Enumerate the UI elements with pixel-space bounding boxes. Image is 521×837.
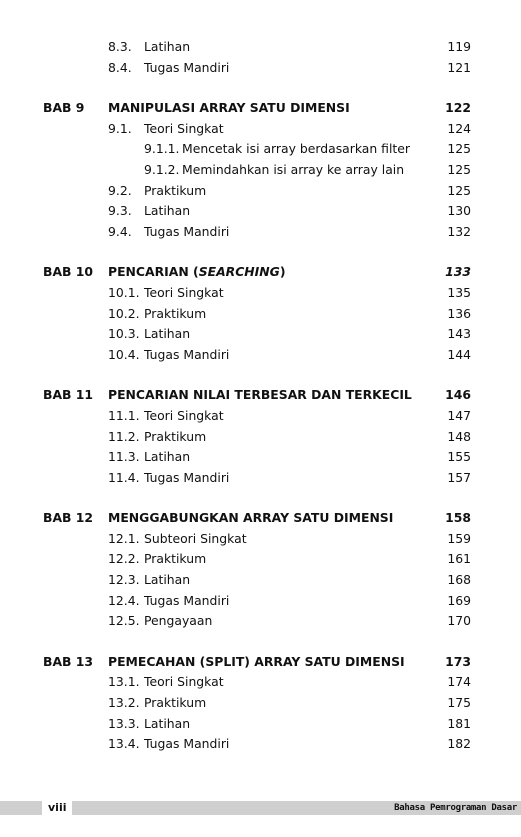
toc-entry-10-3: [0, 324, 521, 345]
toc-chapter-10: [0, 262, 521, 283]
toc-chapter-13: [0, 652, 521, 673]
page-number: 144: [447, 346, 471, 362]
footer-book-title: Bahasa Pemrograman Dasar: [394, 803, 517, 813]
chapter-label: BAB 10: [43, 264, 94, 280]
chapter-title-italic: SEARCHING: [198, 264, 280, 280]
chapter-gap: [0, 632, 521, 652]
page-number: 146: [445, 387, 471, 403]
section-title: Latihan: [144, 326, 191, 342]
page-number: 125: [447, 161, 471, 177]
section-title: Teori Singkat: [144, 284, 224, 300]
section-number: 10.2.: [108, 305, 140, 321]
section-title: Tugas Mandiri: [144, 223, 230, 239]
chapter-label: BAB 9: [43, 100, 85, 116]
toc-entry-10-2: [0, 304, 521, 325]
page-number: 132: [447, 223, 471, 239]
section-title: Teori Singkat: [144, 674, 224, 690]
section-number: 8.4.: [108, 59, 132, 75]
toc-entry-12-4: [0, 591, 521, 612]
chapter-label: BAB 12: [43, 510, 94, 526]
page-number: 121: [447, 59, 471, 75]
section-title: Memindahkan isi array ke array lain: [182, 161, 405, 177]
page-number: 148: [447, 428, 471, 444]
toc-entry-13-4: [0, 734, 521, 755]
toc-entry-12-2: [0, 549, 521, 570]
section-number: 9.2.: [108, 182, 132, 198]
section-number: 10.1.: [108, 284, 140, 300]
section-title: Latihan: [144, 572, 191, 588]
page-footer: [0, 801, 521, 815]
section-title: Subteori Singkat: [144, 530, 247, 546]
page-number: 174: [447, 674, 471, 690]
section-number: 13.1.: [108, 674, 140, 690]
toc-entry-10-1: [0, 283, 521, 304]
section-title: Tugas Mandiri: [144, 469, 230, 485]
section-title: Latihan: [144, 449, 191, 465]
page-number: 175: [447, 695, 471, 711]
section-title: Praktikum: [144, 182, 207, 198]
toc-entry-9-4: [0, 222, 521, 243]
table-of-contents: [0, 37, 521, 755]
page-number: 130: [447, 203, 471, 219]
footer-bar-left: [0, 801, 42, 815]
page-number: 173: [445, 653, 471, 669]
section-title: Pengayaan: [144, 613, 213, 629]
chapter-title: MENGGABUNGKAN ARRAY SATU DIMENSI: [108, 510, 394, 526]
page-number: 136: [447, 305, 471, 321]
toc-entry-13-2: [0, 693, 521, 714]
chapter-title-suffix: ): [279, 264, 286, 280]
toc-entry-10-4: [0, 345, 521, 366]
section-title: Praktikum: [144, 695, 207, 711]
section-title: Praktikum: [144, 428, 207, 444]
section-number: 11.2.: [108, 428, 140, 444]
footer-page-number: viii: [48, 801, 67, 814]
toc-chapter-11: [0, 385, 521, 406]
toc-entry-9-1-1: [0, 139, 521, 160]
page-number: 158: [445, 510, 471, 526]
section-number: 10.4.: [108, 346, 140, 362]
section-title: Teori Singkat: [144, 120, 224, 136]
section-number: 10.3.: [108, 326, 140, 342]
toc-chapter-12: [0, 508, 521, 529]
page-number: 125: [447, 182, 471, 198]
page-number: 133: [445, 264, 471, 280]
section-title: Praktikum: [144, 551, 207, 567]
page-number: 125: [447, 141, 471, 157]
page-number: 181: [447, 715, 471, 731]
section-title: Latihan: [144, 39, 191, 54]
section-number: 12.2.: [108, 551, 140, 567]
toc-entry-8-4: [0, 58, 521, 79]
chapter-label: BAB 13: [43, 653, 94, 669]
toc-entry-11-2: [0, 427, 521, 448]
toc-entry-12-1: [0, 529, 521, 550]
chapter-label: BAB 11: [43, 387, 94, 403]
toc-chapter-9: [0, 98, 521, 119]
section-title: Praktikum: [144, 305, 207, 321]
chapter-gap: [0, 365, 521, 385]
toc-entry-11-4: [0, 468, 521, 489]
toc-entry-9-3: [0, 201, 521, 222]
section-title: Tugas Mandiri: [144, 592, 230, 608]
toc-entry-9-1-2: [0, 160, 521, 181]
chapter-gap: [0, 488, 521, 508]
page-number: 168: [447, 572, 471, 588]
section-title: Tugas Mandiri: [144, 346, 230, 362]
toc-entry-13-1: [0, 672, 521, 693]
section-number: 11.3.: [108, 449, 140, 465]
section-number: 12.3.: [108, 572, 140, 588]
page-number: 157: [447, 469, 471, 485]
section-number: 11.4.: [108, 469, 140, 485]
section-number: 9.1.2.: [144, 161, 180, 177]
toc-entry-9-1: [0, 119, 521, 140]
page-number: 124: [447, 120, 471, 136]
page-number: 147: [447, 407, 471, 423]
chapter-gap: [0, 78, 521, 98]
chapter-title: PEMECAHAN (SPLIT) ARRAY SATU DIMENSI: [108, 653, 405, 669]
toc-entry-11-3: [0, 447, 521, 468]
toc-entry-13-3: [0, 714, 521, 735]
section-number: 9.3.: [108, 203, 132, 219]
section-title: Mencetak isi array berdasarkan filter: [182, 141, 411, 157]
page-number: 135: [447, 284, 471, 300]
chapter-gap: [0, 242, 521, 262]
page-number: 169: [447, 592, 471, 608]
page-number: 161: [447, 551, 471, 567]
section-number: 12.5.: [108, 613, 140, 629]
page-number: 122: [445, 100, 471, 116]
toc-entry-8-3: [0, 37, 521, 58]
section-number: 13.3.: [108, 715, 140, 731]
section-title: Latihan: [144, 715, 191, 731]
page-number: 170: [447, 613, 471, 629]
section-number: 12.4.: [108, 592, 140, 608]
section-number: 9.4.: [108, 223, 132, 239]
toc-entry-9-2: [0, 181, 521, 202]
page-number: 119: [447, 39, 471, 54]
toc-entry-11-1: [0, 406, 521, 427]
section-number: 13.2.: [108, 695, 140, 711]
chapter-title: PENCARIAN NILAI TERBESAR DAN TERKECIL: [108, 387, 412, 403]
section-title: Tugas Mandiri: [144, 59, 230, 75]
chapter-title: [108, 262, 286, 283]
toc-entry-12-5: [0, 611, 521, 632]
section-number: 11.1.: [108, 407, 140, 423]
section-number: 8.3.: [108, 39, 132, 54]
toc-entry-12-3: [0, 570, 521, 591]
footer-bar-right: [72, 801, 521, 815]
section-title: Tugas Mandiri: [144, 736, 230, 752]
chapter-title-prefix: PENCARIAN (: [108, 264, 199, 280]
page-number: 159: [447, 530, 471, 546]
page-number: 143: [447, 326, 471, 342]
section-title: Latihan: [144, 203, 191, 219]
chapter-title: MANIPULASI ARRAY SATU DIMENSI: [108, 100, 350, 116]
section-number: 9.1.: [108, 120, 132, 136]
section-title: Teori Singkat: [144, 407, 224, 423]
section-number: 12.1.: [108, 530, 140, 546]
section-number: 9.1.1.: [144, 141, 180, 157]
section-number: 13.4.: [108, 736, 140, 752]
page-number: 155: [447, 449, 471, 465]
page-number: 182: [447, 736, 471, 752]
